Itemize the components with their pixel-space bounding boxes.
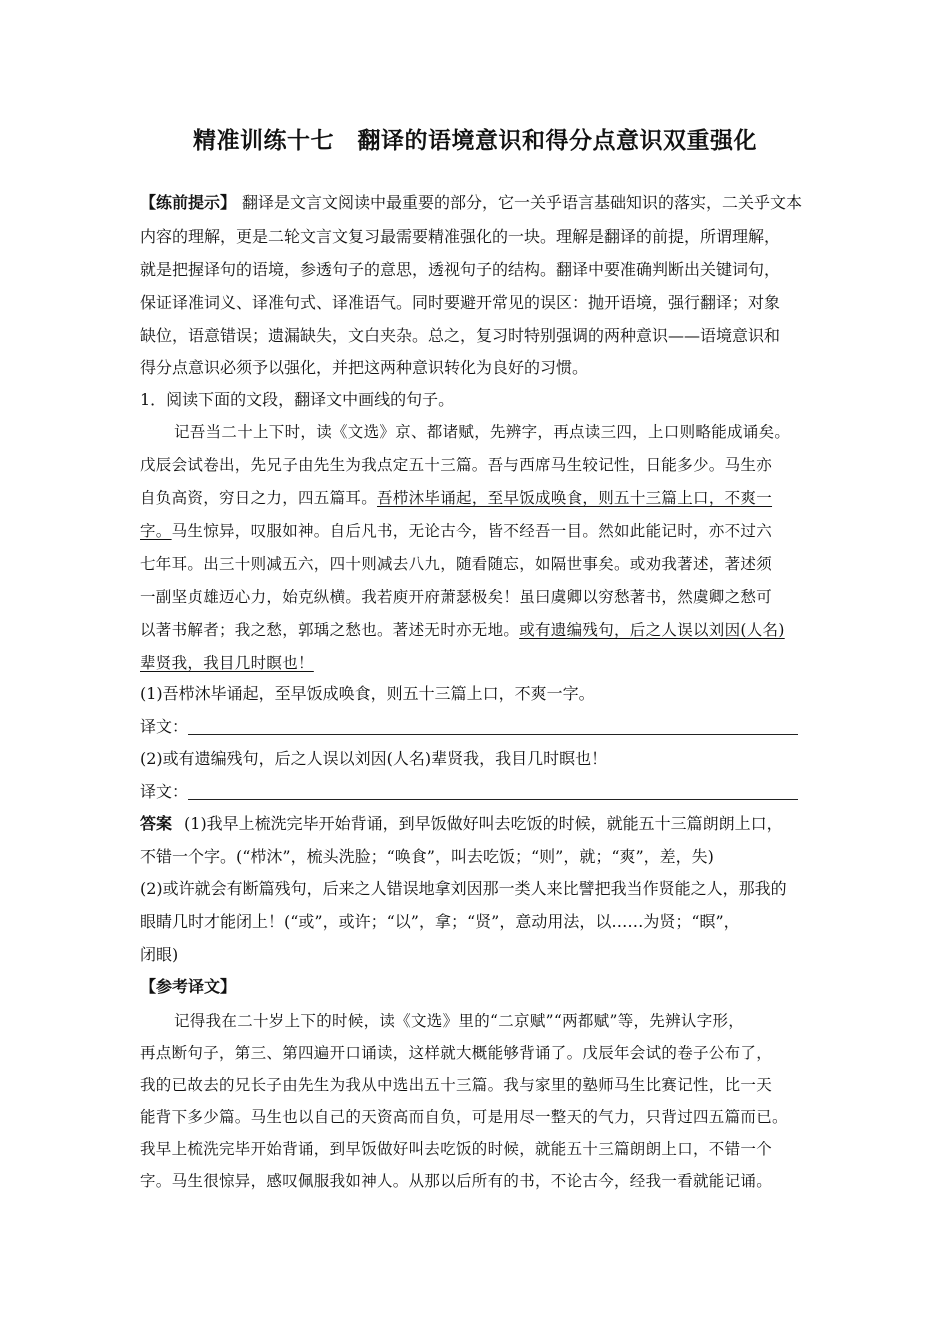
underlined-sentence: 或有遗编残句，后之人误以刘因(人名) bbox=[519, 621, 785, 639]
page-title: 精准训练十七 翻译的语境意识和得分点意识双重强化 bbox=[193, 128, 757, 154]
intro-line-4: 保证译准词义、译准句式、译准语气。同时要避开常见的误区：抛开语境，强行翻译；对象 bbox=[140, 293, 781, 312]
intro-line-5: 缺位，语意错误；遗漏缺失，文白夹杂。总之，复习时特别强调的两种意识——语境意识和 bbox=[140, 326, 781, 345]
translation-blank-1[interactable] bbox=[188, 734, 798, 735]
passage-line bbox=[174, 421, 790, 443]
translation-label-2: 译文： bbox=[140, 782, 189, 801]
passage-line bbox=[140, 487, 772, 509]
underlined-sentence: 字。 bbox=[140, 522, 172, 540]
intro-label: 【练前提示】 bbox=[140, 193, 237, 212]
underlined-sentence: 辈贤我，我目几时瞑也！ bbox=[140, 654, 314, 672]
passage-text: 一副坚贞雄迈心力，始克纵横。我若庾开府萧瑟极矣！虽曰虞卿以穷愁著书，然虞卿之愁可 bbox=[140, 588, 773, 606]
passage-text: 马生惊异，叹服如神。自后凡书，无论古今，皆不经吾一目。然如此能记时，亦不过六 bbox=[171, 522, 773, 540]
passage-line bbox=[140, 454, 772, 476]
intro-line-3: 就是把握译句的语境，参透句子的意思，透视句子的结构。翻译中要准确判断出关键词句， bbox=[140, 260, 781, 279]
reference-line-3: 我的已故去的兄长子由先生为我从中选出五十三篇。我与家里的塾师马生比赛记性，比一天 bbox=[140, 1076, 773, 1094]
passage-line bbox=[140, 553, 772, 575]
intro-line-2: 内容的理解，更是二轮文言文复习最需要精准强化的一块。理解是翻译的前提，所谓理解， bbox=[140, 227, 781, 246]
passage-line bbox=[140, 652, 314, 674]
translation-blank-2[interactable] bbox=[188, 799, 798, 800]
passage-line bbox=[140, 586, 772, 608]
reference-line-4: 能背下多少篇。马生也以自己的天资高而自负，可是用尽一整天的气力，只背过四五篇而已。 bbox=[140, 1108, 788, 1126]
reference-label: 【参考译文】 bbox=[140, 977, 237, 996]
passage-text: 以著书解者；我之愁，郭瑀之愁也。著述无时亦无地。 bbox=[140, 621, 520, 639]
passage-text: 戊辰会试卷出，先兄子由先生为我点定五十三篇。吾与西席马生较记性，日能多少。马生亦 bbox=[140, 456, 773, 474]
intro-line-6: 得分点意识必须予以强化，并把这两种意识转化为良好的习惯。 bbox=[140, 358, 589, 377]
answer-label: 答案 bbox=[140, 814, 173, 833]
question-stem: 1．阅读下面的文段，翻译文中画线的句子。 bbox=[140, 390, 455, 409]
reference-line-1: 记得我在二十岁上下的时候，读《文选》里的“二京赋”“两都赋”等，先辨认字形， bbox=[174, 1012, 745, 1030]
sub-question-2: (2)或有遗编残句，后之人误以刘因(人名)辈贤我，我目几时瞑也！ bbox=[140, 749, 608, 768]
answer-line-3: (2)或许就会有断篇残句，后来之人错误地拿刘因那一类人来比譬把我当作贤能之人，那我的 bbox=[140, 879, 787, 898]
reference-line-6: 字。马生很惊异，感叹佩服我如神人。从那以后所有的书，不论古今，经我一看就能记诵。 bbox=[140, 1172, 773, 1190]
intro-line-1: 【练前提示】 翻译是文言文阅读中最重要的部分，它一关乎语言基础知识的落实，二关乎文本 bbox=[140, 193, 803, 212]
translation-label-1: 译文： bbox=[140, 717, 189, 736]
passage-line bbox=[140, 520, 772, 542]
passage-text: 七年耳。出三十则减五六，四十则减去八九，随看随忘，如隔世事矣。或劝我著述，著述须 bbox=[140, 555, 773, 573]
passage-line bbox=[140, 619, 785, 641]
answer-line-4: 眼睛几时才能闭上！(“或”，或许；“以”，拿；“贤”，意动用法，以……为贤；“瞑”， bbox=[140, 912, 740, 931]
passage-text: 自负高资，穷日之力，四五篇耳。 bbox=[140, 489, 378, 507]
sub-question-1: (1)吾栉沐毕诵起，至早饭成唤食，则五十三篇上口，不爽一字。 bbox=[140, 684, 595, 703]
passage-text: 记吾当二十上下时，读《文选》京、都诸赋，先辨字，再点读三四，上口则略能成诵矣。 bbox=[174, 423, 791, 441]
reference-line-5: 我早上梳洗完毕开始背诵，到早饭做好叫去吃饭的时候，就能五十三篇朗朗上口，不错一个 bbox=[140, 1140, 773, 1158]
reference-line-2: 再点断句子，第三、第四遍开口诵读，这样就大概能够背诵了。戊辰年会试的卷子公布了， bbox=[140, 1044, 773, 1062]
underlined-sentence: 吾栉沐毕诵起，至早饭成唤食，则五十三篇上口，不爽一 bbox=[377, 489, 773, 507]
answer-line-5: 闭眼) bbox=[140, 945, 179, 964]
answer-line-2: 不错一个字。(“栉沐”，梳头洗脸；“唤食”，叫去吃饭；“则”，就；“爽”，差，失) bbox=[140, 847, 714, 866]
answer-line-1: 答案 (1)我早上梳洗完毕开始背诵，到早饭做好叫去吃饭的时候，就能五十三篇朗朗上口， bbox=[140, 814, 783, 833]
